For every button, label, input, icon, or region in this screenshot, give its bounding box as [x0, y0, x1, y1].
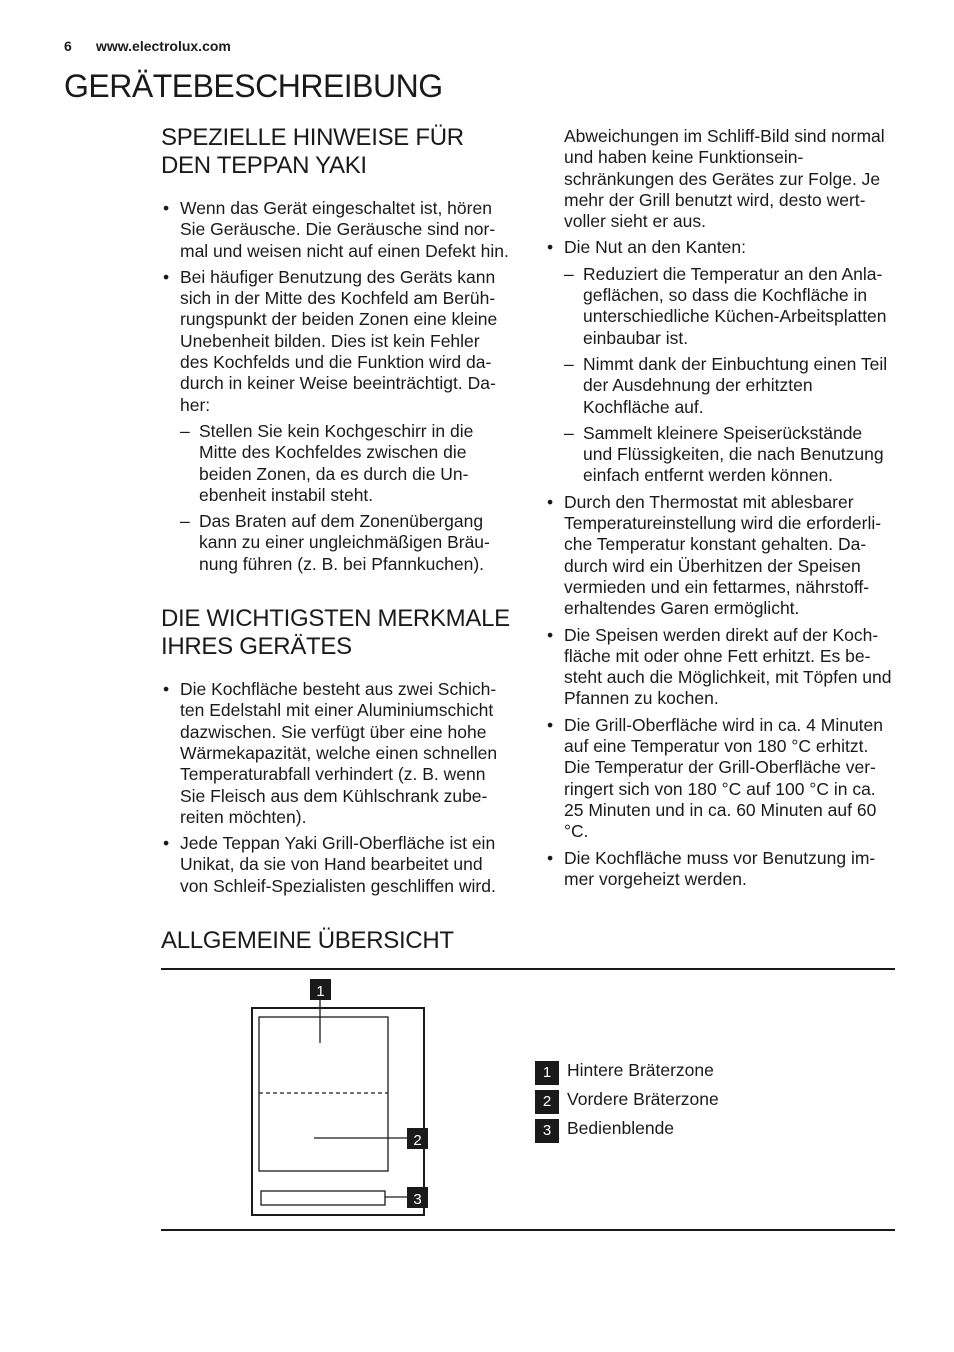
- legend-number: 1: [535, 1061, 559, 1085]
- section-heading-overview: ALLGEMEINE ÜBERSICHT: [161, 927, 454, 954]
- page-header: [64, 38, 231, 54]
- continued-paragraph: Abweichungen im Schliff-Bild sind normal und haben keine Funktionseinschränkungen des Gerätes zur Folge. Je mehr der Grill benutzt wird, desto wertvoller sieht er aus.: [564, 126, 885, 232]
- dash-list: [180, 421, 511, 575]
- list-item: – Reduziert die Temperatur an den Anlageflächen, so dass die Kochfläche in unterschiedliche Küchen-Arbeitsplatten einbaubar ist.: [564, 264, 895, 349]
- divider-top: [161, 968, 895, 970]
- list-item: – Das Braten auf dem Zonenübergang kann zu einer ungleichmäßigen Bräunung führen (z. B. bei Pfannkuchen).: [180, 511, 511, 575]
- legend-row: [535, 1056, 719, 1085]
- page-title: GERÄTEBESCHREIBUNG: [64, 68, 443, 104]
- legend-row: [535, 1114, 719, 1143]
- list-item: – Sammelt kleinere Speiserückstände und Flüssigkeiten, die nach Benutzung einfach entfernt werden können.: [564, 423, 895, 487]
- callout-label-1: 1: [316, 983, 325, 1000]
- list-item: [545, 237, 895, 486]
- list-item: • Die Speisen werden direkt auf der Kochfläche mit oder ohne Fett erhitzt. Es besteht auch die Möglichkeit, mit Töpfen und Pfannen zu kochen.: [545, 625, 895, 710]
- legend-label: Hintere Bräterzone: [567, 1060, 714, 1080]
- list-item: [161, 267, 511, 575]
- legend-row: [535, 1085, 719, 1114]
- callout-label-2: 2: [413, 1132, 422, 1149]
- page-number: 6: [64, 38, 72, 54]
- dash-list: [564, 264, 895, 487]
- list-item: • Die Kochfläche besteht aus zwei Schichten Edelstahl mit einer Aluminiumschicht dazwischen. Sie verfügt über eine hohe Wärmekapazität, welche einen schnellen Temperaturabfall verhindert (z. B. wenn Sie Fleisch aus dem Kühlschrank zubereiten möchten).: [161, 679, 511, 828]
- bullet-list: [161, 679, 511, 897]
- callout-label-3: 3: [413, 1191, 422, 1208]
- divider-bottom: [161, 1229, 895, 1231]
- list-item: • Die Grill-Oberfläche wird in ca. 4 Minuten auf eine Temperatur von 180 °C erhitzt. Die Temperatur der Grill-Oberfläche verringert sich von 180 °C auf 100 °C in ca. 25 Minuten und in ca. 60 Minuten auf 60 °C.: [545, 715, 895, 843]
- bullet-list: [161, 198, 511, 575]
- section-heading-features: DIE WICHTIGSTEN MERKMALE IHRES GERÄTES: [161, 605, 510, 661]
- cooktop-diagram: [230, 975, 450, 1225]
- left-column: [161, 124, 511, 902]
- cooktop-outline: [252, 1008, 424, 1215]
- list-item: – Stellen Sie kein Kochgeschirr in die Mitte des Kochfeldes zwischen die beiden Zonen, da es durch die Unebenheit instabil steht.: [180, 421, 511, 506]
- list-item-text: Bei häufiger Benutzung des Geräts kann sich in der Mitte des Kochfeld am Berührungspunkt der beiden Zonen eine kleine Unebenheit bilden. Dies ist kein Fehler des Kochfelds und die Funktion wird dadurch in keiner Weise beeinträchtigt. Daher:: [180, 266, 498, 415]
- cooking-surface: [259, 1017, 388, 1171]
- legend-number: 2: [535, 1090, 559, 1114]
- list-item: • Die Kochfläche muss vor Benutzung immer vorgeheizt werden.: [545, 848, 895, 891]
- control-panel: [261, 1191, 385, 1205]
- right-column: [545, 126, 895, 895]
- diagram-legend: [535, 1056, 719, 1143]
- list-item: – Nimmt dank der Einbuchtung einen Teil der Ausdehnung der erhitzten Kochfläche auf.: [564, 354, 895, 418]
- list-item-text: Die Nut an den Kanten:: [564, 237, 746, 258]
- legend-number: 3: [535, 1119, 559, 1143]
- list-item: • Jede Teppan Yaki Grill-Oberfläche ist ein Unikat, da sie von Hand bearbeitet und von Schleif-Spezialisten geschliffen wird.: [161, 833, 511, 897]
- legend-label: Bedienblende: [567, 1118, 675, 1138]
- list-item: • Durch den Thermostat mit ablesbarer Temperatureinstellung wird die erforderliche Temperatur konstant gehalten. Dadurch wird ein Überhitzen der Speisen vermieden und ein fettarmes, nährstofferhaltendes Garen ermöglicht.: [545, 492, 895, 620]
- bullet-list: [545, 237, 895, 890]
- website-link[interactable]: www.electrolux.com: [96, 38, 231, 54]
- section-heading-teppan-yaki: SPEZIELLE HINWEISE FÜR DEN TEPPAN YAKI: [161, 124, 464, 179]
- legend-label: Vordere Bräterzone: [567, 1089, 719, 1109]
- list-item: • Wenn das Gerät eingeschaltet ist, hören Sie Geräusche. Die Geräusche sind normal und weisen nicht auf einen Defekt hin.: [161, 198, 511, 262]
